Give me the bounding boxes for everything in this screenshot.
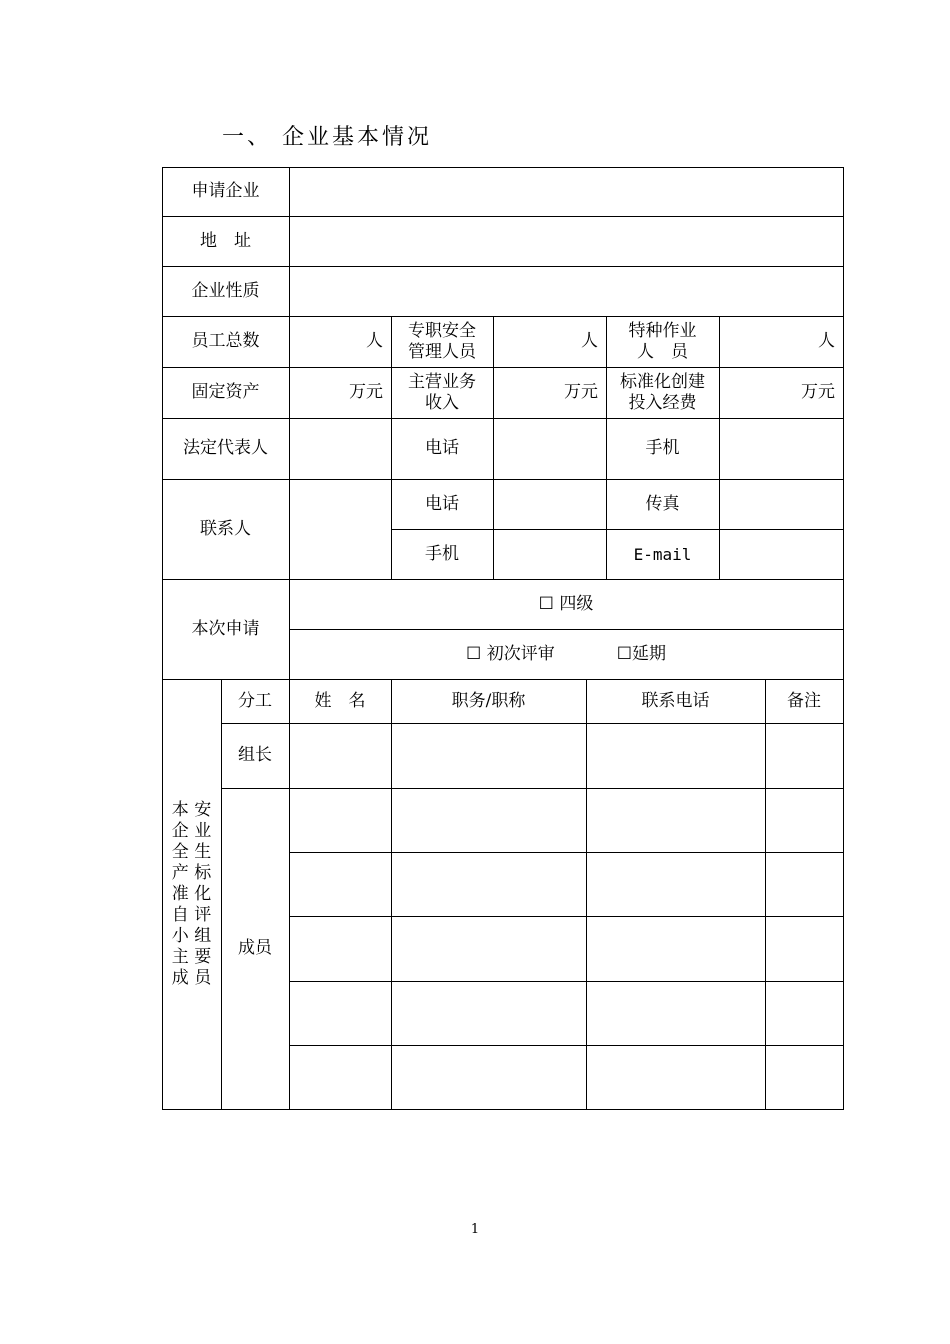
legal-rep-field[interactable] <box>289 418 391 479</box>
special-ops-label <box>606 316 719 367</box>
legal-rep-mobile-label: 手机 <box>645 438 680 458</box>
special-ops-label-line2: 人 员 <box>637 341 688 362</box>
review-type-row <box>289 629 843 679</box>
safety-staff-unit: 人 <box>581 331 598 351</box>
employees-unit: 人 <box>366 331 383 351</box>
fixed-assets-field[interactable] <box>289 367 391 418</box>
extension-checkbox[interactable]: ☐延期 <box>616 643 666 664</box>
contact-phone-label: 电话 <box>425 493 459 514</box>
level-four-checkbox[interactable]: ☐ 四级 <box>538 593 594 614</box>
division-header: 分工 <box>238 690 272 711</box>
contact-fax-field[interactable] <box>719 479 843 529</box>
contact-label: 联系人 <box>200 518 251 539</box>
nature-label: 企业性质 <box>191 280 260 301</box>
std-funding-label <box>606 367 719 418</box>
employees-field[interactable] <box>289 316 391 367</box>
leader-label: 组长 <box>238 745 272 765</box>
main-revenue-field[interactable] <box>493 367 606 418</box>
main-revenue-label-line2: 收入 <box>425 392 459 413</box>
special-ops-label-line1: 特种作业 <box>628 320 697 341</box>
name-header: 姓 名 <box>314 690 366 711</box>
application-label: 本次申请 <box>191 618 260 639</box>
safety-staff-label <box>391 316 493 367</box>
safety-staff-field[interactable] <box>493 316 606 367</box>
nature-field[interactable] <box>289 266 843 316</box>
team-side-label-text: 本 安 企 业 全 生 产 标 准 化 自 评 小 组 主 要 成 员 <box>171 799 212 988</box>
contact-email-field[interactable] <box>719 529 843 579</box>
initial-review-checkbox[interactable]: ☐ 初次评审 <box>466 643 555 664</box>
team-side-label <box>162 679 221 1109</box>
safety-staff-label-line1: 专职安全 <box>408 320 476 341</box>
main-revenue-label <box>391 367 493 418</box>
legal-rep-mobile-field[interactable] <box>719 418 843 479</box>
legal-rep-phone-field[interactable] <box>493 418 606 479</box>
main-revenue-unit: 万元 <box>564 382 598 402</box>
safety-staff-label-line2: 管理人员 <box>408 341 476 362</box>
contact-mobile-label: 手机 <box>425 543 459 564</box>
remarks-header: 备注 <box>787 690 821 711</box>
legal-rep-phone-label: 电话 <box>425 438 459 458</box>
address-label: 地 址 <box>200 230 251 251</box>
std-funding-unit: 万元 <box>801 382 835 402</box>
address-field[interactable] <box>289 216 843 266</box>
applicant-field[interactable] <box>289 167 843 216</box>
contact-field[interactable] <box>289 479 391 579</box>
section-heading: 一、 企业基本情况 <box>222 125 432 150</box>
std-funding-field[interactable] <box>719 367 843 418</box>
special-ops-field[interactable] <box>719 316 843 367</box>
contact-email-label: E-mail <box>633 544 692 564</box>
legal-rep-label: 法定代表人 <box>183 438 268 458</box>
main-revenue-label-line1: 主营业务 <box>408 371 476 392</box>
std-funding-label-line1: 标准化创建 <box>620 371 705 392</box>
fixed-assets-label: 固定资产 <box>191 382 260 402</box>
employees-label: 员工总数 <box>191 331 260 351</box>
contact-fax-label: 传真 <box>645 493 680 514</box>
std-funding-label-line2: 投入经费 <box>628 392 697 413</box>
applicant-label: 申请企业 <box>191 181 260 201</box>
phone-header: 联系电话 <box>641 690 710 711</box>
position-header: 职务/职称 <box>451 690 526 711</box>
members-label: 成员 <box>238 938 272 958</box>
contact-phone-field[interactable] <box>493 479 606 529</box>
page-number: 1 <box>470 1222 480 1237</box>
enterprise-info-table <box>162 167 844 1110</box>
fixed-assets-unit: 万元 <box>349 382 383 402</box>
special-ops-unit: 人 <box>818 331 835 351</box>
contact-mobile-field[interactable] <box>493 529 606 579</box>
